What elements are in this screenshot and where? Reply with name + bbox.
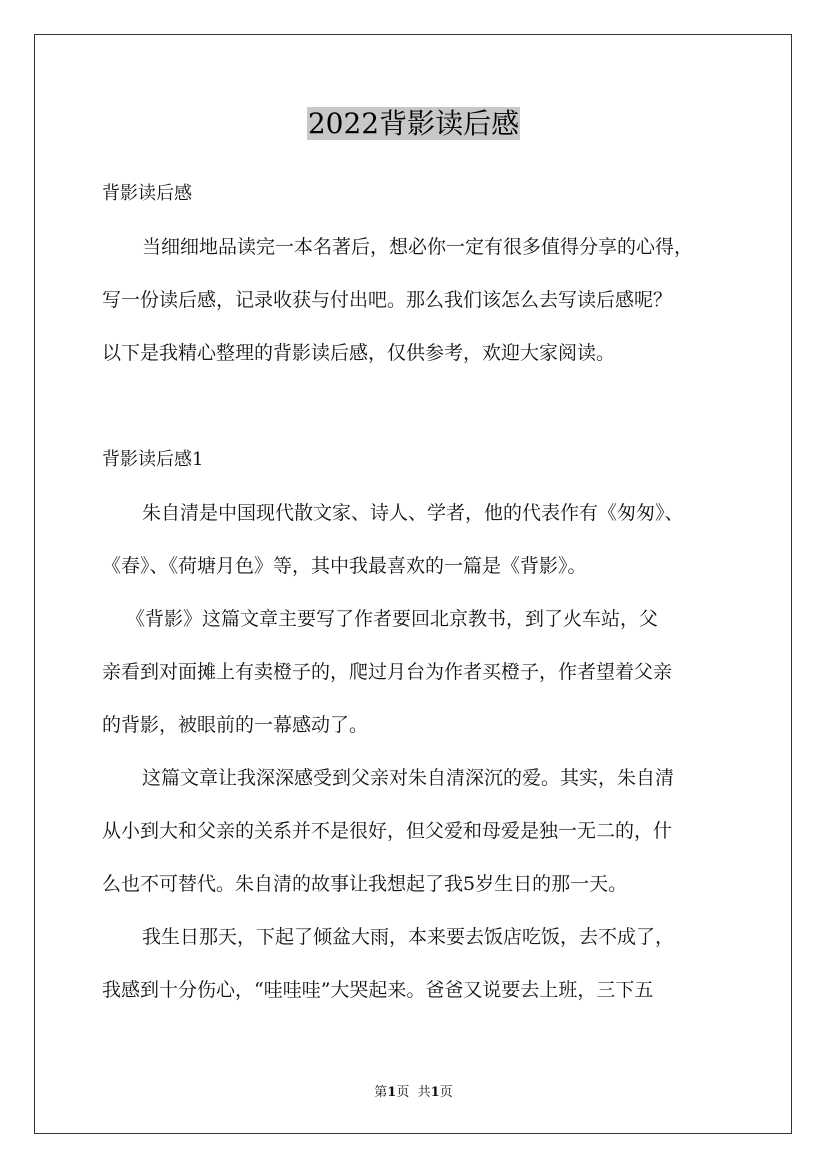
total-suffix: 页 — [439, 1085, 453, 1100]
page-footer — [0, 1084, 827, 1102]
text-line: 么也不可替代。朱自清的故事让我想起了我5岁生日的那一天。 — [102, 873, 628, 895]
text-line: 《背影》这篇文章主要写了作者要回北京教书，到了火车站，父 — [126, 608, 659, 630]
section-heading: 背影读后感1 — [102, 449, 204, 470]
text-line: 以下是我精心整理的背影读后感，仅供参考，欢迎大家阅读。 — [102, 342, 616, 364]
text-line: 朱自清是中国现代散文家、诗人、学者，他的代表作有《匆匆》、 — [142, 502, 684, 524]
text-line: 从小到大和父亲的关系并不是很好，但父爱和母爱是独一无二的，什 — [102, 820, 673, 842]
text-line: 我生日那天，下起了倾盆大雨，本来要去饭店吃饭，去不成了， — [142, 926, 675, 948]
text-line: 亲看到对面摊上有卖橙子的，爬过月台为作者买橙子，作者望着父亲 — [102, 661, 673, 683]
text-line: 这篇文章让我深深感受到父亲对朱自清深沉的爱。其实，朱自清 — [142, 767, 675, 789]
intro-heading: 背影读后感 — [102, 183, 192, 204]
text-line: 写一份读后感，记录收获与付出吧。那么我们该怎么去写读后感呢？ — [102, 289, 673, 311]
document-title-text: 2022背影读后感 — [307, 107, 520, 140]
document-title — [0, 106, 827, 142]
total-prefix: 共 — [417, 1085, 431, 1100]
page-suffix: 页 — [396, 1085, 410, 1100]
page-number: 1 — [387, 1085, 397, 1100]
text-line: 我感到十分伤心，“哇哇哇”大哭起来。爸爸又说要去上班，三下五 — [102, 979, 654, 1001]
total-pages: 1 — [430, 1085, 440, 1100]
document-body — [102, 176, 732, 1003]
text-line: 《春》、《荷塘月色》等，其中我最喜欢的一篇是《背影》。 — [102, 555, 587, 577]
page-prefix: 第 — [374, 1085, 388, 1100]
text-line: 当细细地品读完一本名著后，想必你一定有很多值得分享的心得， — [142, 236, 694, 258]
text-line: 的背影，被眼前的一幕感动了。 — [102, 714, 369, 736]
